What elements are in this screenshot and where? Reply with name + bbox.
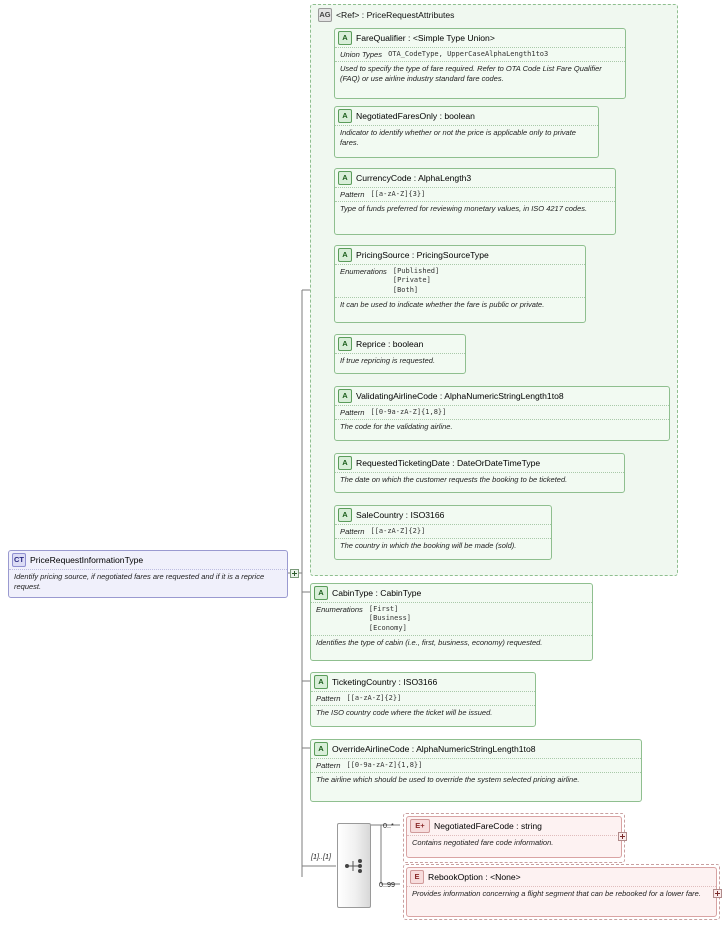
- element-title: NegotiatedFareCode : string: [434, 821, 542, 831]
- root-type-header: [9, 551, 287, 569]
- attribute-title: CabinType : CabinType: [332, 588, 422, 598]
- attribute-header: [311, 584, 592, 602]
- facet-name: Enumerations: [340, 267, 387, 276]
- attribute-icon: A: [338, 248, 352, 262]
- attribute-icon: A: [338, 109, 352, 123]
- facet-name: Pattern: [340, 190, 365, 199]
- element-icon: E: [410, 870, 424, 884]
- attribute-facet: [311, 758, 641, 772]
- facet-value: [[a-zA-Z]{2}]: [370, 527, 426, 535]
- element-documentation: Provides information concerning a flight segment that can be rebooked for a lower fare.: [407, 886, 716, 902]
- enum-value: [Economy]: [368, 623, 407, 632]
- facet-name: Pattern: [340, 527, 365, 536]
- enum-value: [First]: [368, 605, 399, 613]
- root-type-title: PriceRequestInformationType: [30, 555, 144, 565]
- attribute-icon: A: [338, 456, 352, 470]
- attribute-title: Reprice : boolean: [356, 339, 424, 349]
- attribute-documentation: It can be used to indicate whether the fare is public or private.: [335, 297, 585, 313]
- attribute-title: ValidatingAirlineCode : AlphaNumericStringLength1to8: [356, 391, 564, 401]
- enum-value: [Private]: [392, 276, 431, 285]
- attribute-node-negotiatedfaresonly[interactable]: [334, 106, 599, 158]
- attribute-documentation: Used to specify the type of fare required. Refer to OTA Code List Fare Qualifier (FAQ) or use airline industry standard fare codes.: [335, 61, 625, 87]
- attribute-icon: A: [314, 742, 328, 756]
- element-header: [407, 817, 621, 835]
- attribute-title: RequestedTicketingDate : DateOrDateTimeType: [356, 458, 541, 468]
- element-header: [407, 868, 716, 886]
- root-type-documentation: Identify pricing source, if negotiated fares are requested and if it is a reprice request.: [9, 569, 287, 595]
- attribute-facet: [335, 47, 625, 61]
- root-type-node[interactable]: [8, 550, 288, 598]
- attribute-node-reprice[interactable]: [334, 334, 466, 374]
- attribute-header: [335, 506, 551, 524]
- attribute-icon: A: [338, 171, 352, 185]
- facet-value: [[0-9a-zA-Z]{1,8}]: [346, 761, 423, 769]
- attribute-header: [335, 454, 624, 472]
- sequence-connector[interactable]: [337, 823, 371, 908]
- facet-name: Pattern: [340, 408, 365, 417]
- attribute-title: NegotiatedFaresOnly : boolean: [356, 111, 475, 121]
- attribute-header: [311, 673, 535, 691]
- attribute-documentation: The ISO country code where the ticket will be issued.: [311, 705, 535, 721]
- attribute-documentation: Indicator to identify whether or not the price is applicable only to private fares.: [335, 125, 598, 151]
- attribute-icon: A: [338, 508, 352, 522]
- sequence-icon: [344, 858, 364, 874]
- attribute-group-title: <Ref> : PriceRequestAttributes: [336, 10, 455, 20]
- attribute-documentation: The date on which the customer requests the booking to be ticketed.: [335, 472, 624, 488]
- facet-name: Union Types: [340, 50, 383, 59]
- element-documentation: Contains negotiated fare code information.: [407, 835, 621, 851]
- attribute-group-icon: AG: [318, 8, 332, 22]
- attribute-facet: [335, 524, 551, 538]
- attribute-documentation: Identifies the type of cabin (i.e., first, business, economy) requested.: [311, 635, 592, 651]
- attribute-facet: [335, 405, 669, 419]
- attribute-node-cabintype[interactable]: [310, 583, 593, 661]
- enum-value: [Business]: [368, 614, 412, 623]
- attribute-icon: A: [338, 389, 352, 403]
- facet-name: Enumerations: [316, 605, 363, 614]
- facet-value: OTA_CodeType, UpperCaseAlphaLength1to3: [388, 50, 549, 58]
- attribute-title: PricingSource : PricingSourceType: [356, 250, 489, 260]
- attribute-node-requestedticketingdate[interactable]: [334, 453, 625, 493]
- attribute-header: [335, 169, 615, 187]
- attribute-documentation: The country in which the booking will be made (sold).: [335, 538, 551, 554]
- sequence-occurrence: [1]..[1]: [311, 852, 331, 861]
- enum-value: [Published]: [392, 267, 440, 275]
- facet-value: [[0-9a-zA-Z]{1,8}]: [370, 408, 447, 416]
- attribute-header: [335, 387, 669, 405]
- attribute-header: [335, 29, 625, 47]
- element-node-rebookoption[interactable]: [406, 867, 717, 917]
- attribute-header: [335, 107, 598, 125]
- attribute-documentation: The code for the validating airline.: [335, 419, 669, 435]
- attribute-facet: [335, 187, 615, 201]
- element-expander-plus-icon-rebookoption[interactable]: [713, 889, 722, 898]
- attribute-header: [311, 740, 641, 758]
- attribute-icon: A: [338, 337, 352, 351]
- attribute-icon: A: [314, 675, 328, 689]
- attribute-facet: [335, 264, 585, 297]
- facet-enumerations: [369, 605, 411, 633]
- attribute-node-currencycode[interactable]: [334, 168, 616, 235]
- attribute-node-overrideairlinecode[interactable]: [310, 739, 642, 802]
- attribute-title: SaleCountry : ISO3166: [356, 510, 445, 520]
- attribute-icon: A: [338, 31, 352, 45]
- facet-name: Pattern: [316, 694, 341, 703]
- attribute-node-ticketingcountry[interactable]: [310, 672, 536, 727]
- attribute-node-validatingairlinecode[interactable]: [334, 386, 670, 441]
- element-node-negotiatedfarecode[interactable]: [406, 816, 622, 858]
- attribute-node-farequalifier[interactable]: [334, 28, 626, 99]
- element-expander-plus-icon[interactable]: [618, 832, 627, 841]
- attribute-title: TicketingCountry : ISO3166: [332, 677, 438, 687]
- enum-value: [Both]: [392, 285, 419, 294]
- attribute-header: [335, 246, 585, 264]
- attribute-title: CurrencyCode : AlphaLength3: [356, 173, 472, 183]
- attribute-title: OverrideAirlineCode : AlphaNumericStringLength1to8: [332, 744, 536, 754]
- facet-name: Pattern: [316, 761, 341, 770]
- attribute-node-salecountry[interactable]: [334, 505, 552, 560]
- element-expandable-icon[interactable]: E+: [410, 819, 430, 833]
- element-occurrence-negotiatedfarecode: 0..*: [383, 821, 394, 830]
- attribute-header: [335, 335, 465, 353]
- complex-type-icon: CT: [12, 553, 26, 567]
- attribute-documentation: If true repricing is requested.: [335, 353, 465, 369]
- element-title: RebookOption : <None>: [428, 872, 521, 882]
- attribute-documentation: The airline which should be used to override the system selected pricing airline.: [311, 772, 641, 788]
- facet-enumerations: [393, 267, 439, 295]
- attribute-title: FareQualifier : <Simple Type Union>: [356, 33, 495, 43]
- attribute-facet: [311, 691, 535, 705]
- attribute-facet: [311, 602, 592, 635]
- root-expander-plus-icon[interactable]: [290, 569, 299, 578]
- element-occurrence-rebookoption: 0..99: [379, 880, 395, 889]
- facet-value: [[a-zA-Z]{3}]: [370, 190, 426, 198]
- attribute-group-header: [314, 6, 458, 24]
- attribute-icon: A: [314, 586, 328, 600]
- attribute-node-pricingsource[interactable]: [334, 245, 586, 323]
- facet-value: [[a-zA-Z]{2}]: [346, 694, 402, 702]
- attribute-documentation: Type of funds preferred for reviewing monetary values, in ISO 4217 codes.: [335, 201, 615, 217]
